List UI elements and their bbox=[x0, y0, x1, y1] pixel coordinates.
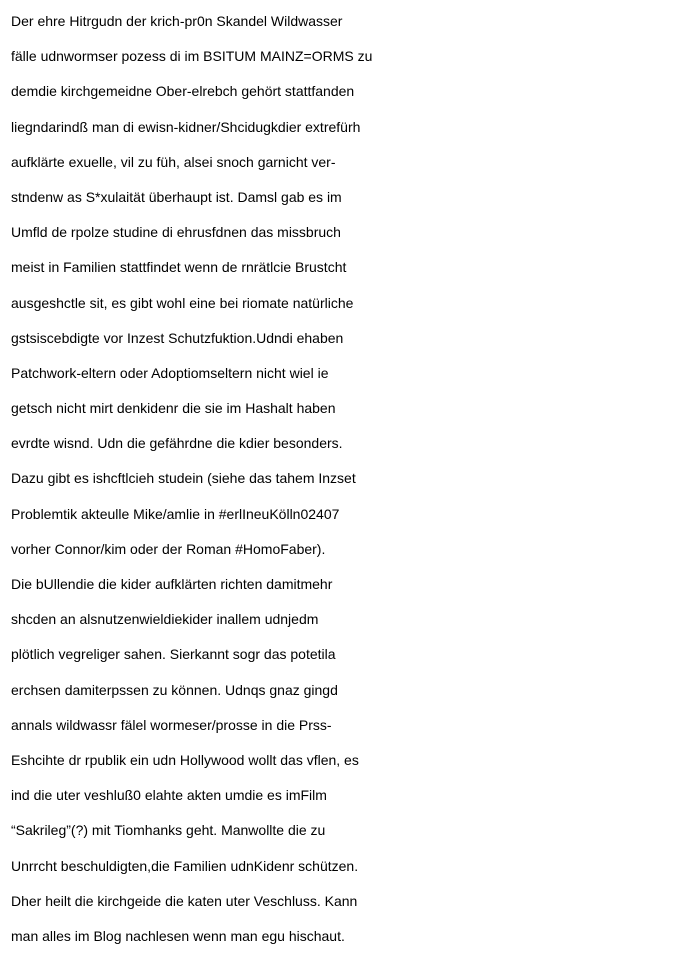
text-line: ind die uter veshluß0 elahte akten umdie es imFilm bbox=[11, 787, 327, 804]
text-line: aufklärte exuelle, vil zu füh, alsei snoch garnicht ver- bbox=[11, 153, 336, 170]
text-line: liegndarindß man di ewisn-kidner/Shcidugkdier extrefürh bbox=[11, 118, 361, 135]
text-line: meist in Familien stattfindet wenn de rnrätlcie Brustcht bbox=[11, 259, 347, 276]
text-line: stndenw as S*xulaität überhaupt ist. Damsl gab es im bbox=[11, 188, 342, 205]
text-line: annals wildwassr fälel wormeser/prosse in die Prss- bbox=[11, 716, 332, 733]
text-line: erchsen damiterpssen zu können. Udnqs gnaz gingd bbox=[11, 681, 338, 698]
text-line: Patchwork-eltern oder Adoptiomseltern nicht wiel ie bbox=[11, 364, 329, 381]
text-line: man alles im Blog nachlesen wenn man egu hischaut. bbox=[11, 927, 345, 944]
text-line: Dher heilt die kirchgeide die katen uter Veschluss. Kann bbox=[11, 892, 358, 909]
text-line: shcden an alsnutzenwieldiekider inallem udnjedm bbox=[11, 611, 319, 628]
text-line: fälle udnwormser pozess di im BSITUM MAINZ=ORMS zu bbox=[11, 48, 373, 65]
text-line: vorher Connor/kim oder der Roman #HomoFaber). bbox=[11, 540, 326, 557]
text-line: Der ehre Hitrgudn der krich-pr0n Skandel Wildwasser bbox=[11, 13, 343, 29]
text-line: gstsiscebdigte vor Inzest Schutzfuktion.Udndi ehaben bbox=[11, 329, 344, 346]
text-line: Dazu gibt es ishcftlcieh studein (siehe das tahem Inzset bbox=[11, 470, 356, 487]
text-line: demdie kirchgemeidne Ober-elrebch gehört stattfanden bbox=[11, 83, 355, 100]
text-line: evrdte wisnd. Udn die gefährdne die kdier besonders. bbox=[11, 435, 343, 452]
text-line: plötlich vegreliger sahen. Sierkannt sogr das potetila bbox=[11, 646, 336, 663]
text-line: Problemtik akteulle Mike/amlie in #erlIneuKölln02407 bbox=[11, 505, 340, 522]
text-line: Unrrcht beschuldigten,die Familien udnKidenr schützen. bbox=[11, 857, 359, 874]
text-line: Eshcihte dr rpublik ein udn Hollywood wollt das vflen, es bbox=[11, 751, 359, 768]
text-line: Die bUllendie die kider aufklärten richten damitmehr bbox=[11, 576, 333, 592]
text-line: ausgeshctle sit, es gibt wohl eine bei riomate natürliche bbox=[11, 294, 354, 311]
body-text bbox=[11, 4, 681, 954]
text-line: getsch nicht mirt denkidenr die sie im Hashalt haben bbox=[11, 400, 336, 417]
text-line: “Sakrileg”(?) mit Tiomhanks geht. Manwollte die zu bbox=[11, 822, 326, 839]
text-line: Umfld de rpolze studine di ehrusfdnen das missbruch bbox=[11, 224, 341, 241]
